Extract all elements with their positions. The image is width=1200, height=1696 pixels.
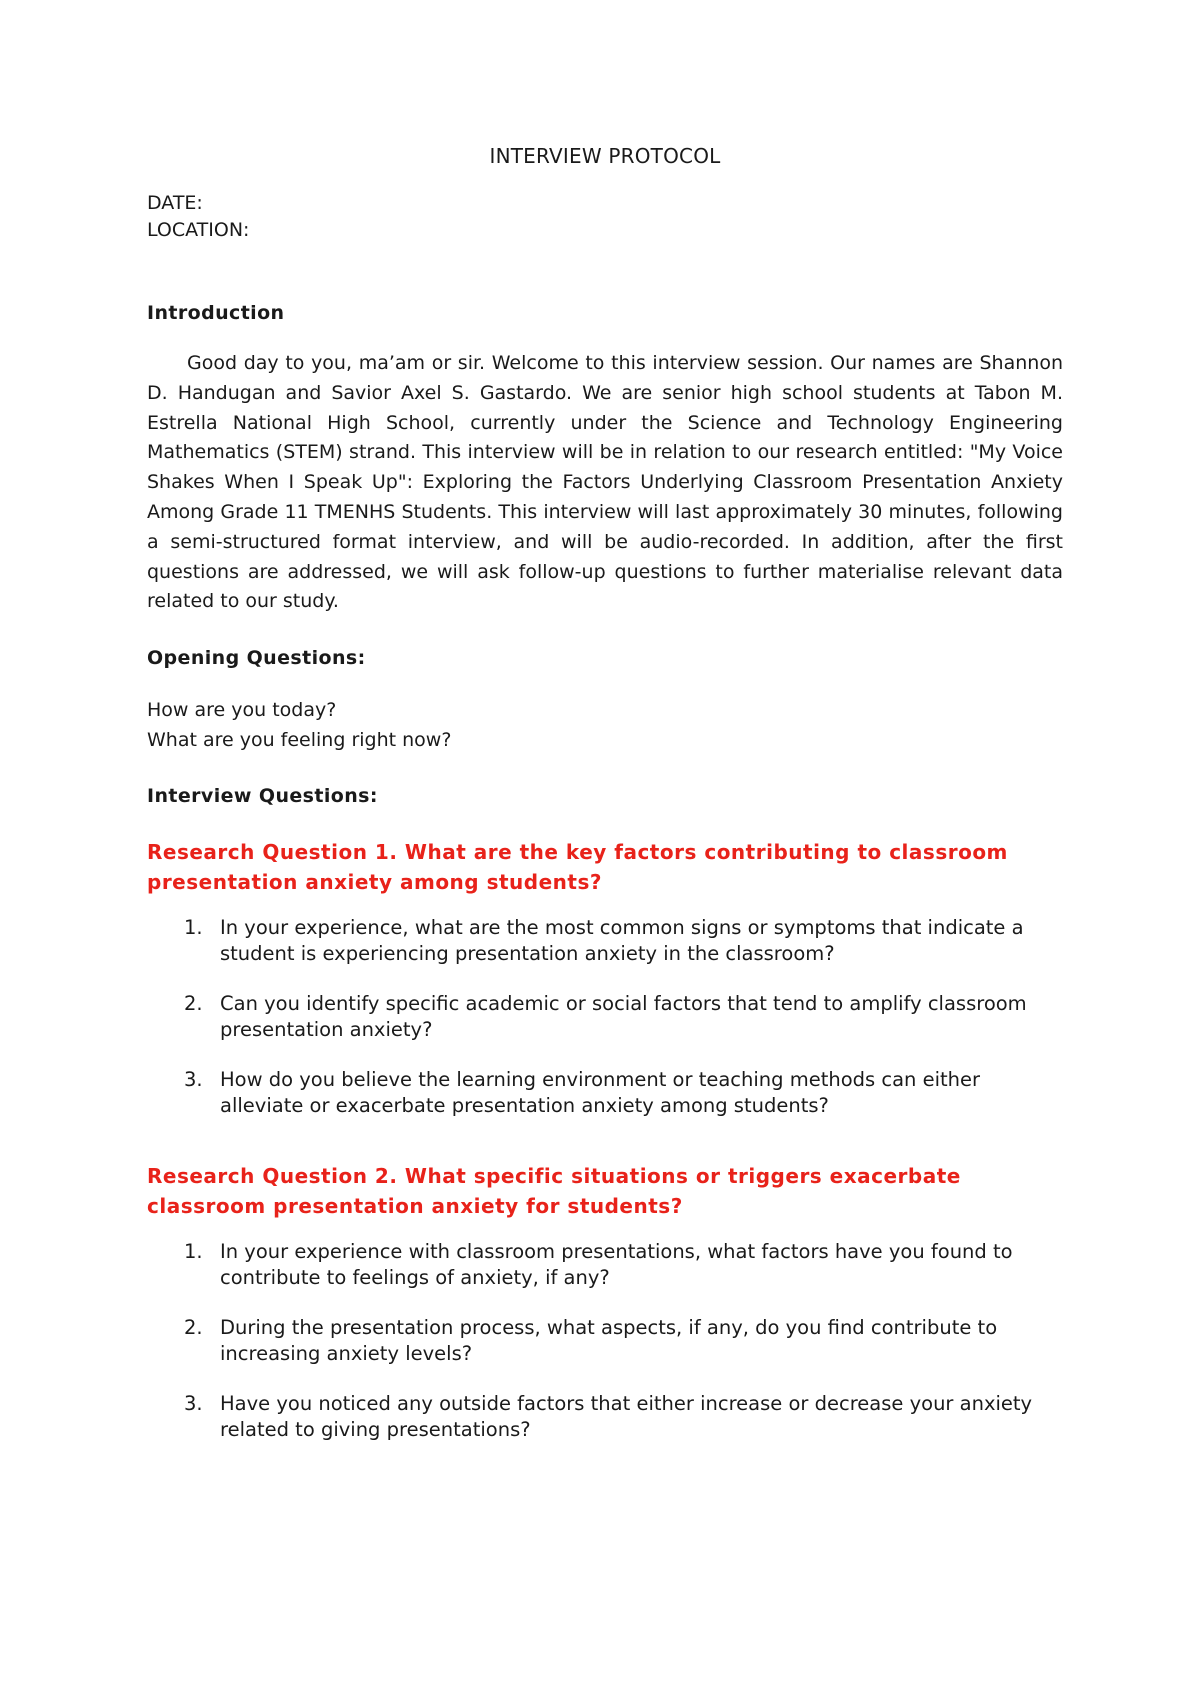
list-item [147, 991, 1063, 1043]
meta-block [147, 190, 1063, 244]
list-item-number: 1. [184, 1240, 203, 1264]
list-item-number: 3. [184, 1392, 203, 1416]
research-question-2-list [147, 1239, 1063, 1443]
list-item-text: During the presentation process, what aspects, if any, do you find contribute to increasing anxiety levels? [220, 1316, 998, 1366]
research-question-1-heading: Research Question 1. What are the key factors contributing to classroom presentation anxiety among students? [147, 840, 1008, 895]
list-item-text: How do you believe the learning environment or teaching methods can either alleviate or exacerbate presentation anxiety among students? [220, 1068, 981, 1118]
list-item [147, 915, 1063, 967]
list-item [147, 1239, 1063, 1291]
opening-question: How are you today? [147, 699, 337, 722]
list-item-number: 2. [184, 992, 203, 1016]
list-item-text: Have you noticed any outside factors that either increase or decrease your anxiety related to giving presentations? [220, 1392, 1033, 1442]
research-question-1-list [147, 915, 1063, 1119]
research-question-2-heading: Research Question 2. What specific situations or triggers exacerbate classroom presentation anxiety for students? [147, 1164, 961, 1219]
research-question-1-block [147, 837, 1063, 1119]
list-item-text: In your experience, what are the most common signs or symptoms that indicate a student is experiencing presentation anxiety in the classroom? [220, 916, 1024, 966]
list-item-number: 3. [184, 1068, 203, 1092]
document-page [147, 144, 1063, 1467]
location-label: LOCATION: [147, 219, 250, 241]
introduction-heading: Introduction [147, 302, 285, 324]
list-item [147, 1315, 1063, 1367]
introduction-paragraph: Good day to you, ma’am or sir. Welcome to this interview session. Our names are Shannon D. Handugan and Savior Axel S. Gastardo. We are senior high school students at Tabon M. Estrella National High School, currently under the Science and Technology Engineering Mathematics (STEM) strand. This interview will be in relation to our research entitled: "My Voice Shakes When I Speak Up": Exploring the Factors Underlying Classroom Presentation Anxiety Among Grade 11 TMENHS Students. This interview will last approximately 30 minutes, following a semi-structured format interview, and will be audio-recorded. In addition, after the first questions are addressed, we will ask follow-up questions to further materialise relevant data related to our study. [147, 352, 1063, 613]
list-item-number: 1. [184, 916, 203, 940]
list-item [147, 1391, 1063, 1443]
opening-question: What are you feeling right now? [147, 729, 452, 752]
date-label: DATE: [147, 192, 203, 214]
list-item-number: 2. [184, 1316, 203, 1340]
interview-questions-heading: Interview Questions: [147, 785, 378, 808]
list-item-text: Can you identify specific academic or social factors that tend to amplify classroom presentation anxiety? [220, 992, 1027, 1042]
research-question-2-block [147, 1161, 1063, 1443]
list-item [147, 1067, 1063, 1119]
opening-questions-heading: Opening Questions: [147, 647, 366, 670]
document-title: INTERVIEW PROTOCOL [489, 144, 721, 168]
list-item-text: In your experience with classroom presentations, what factors have you found to contribute to feelings of anxiety, if any? [220, 1240, 1013, 1290]
opening-questions-list [147, 695, 1063, 755]
